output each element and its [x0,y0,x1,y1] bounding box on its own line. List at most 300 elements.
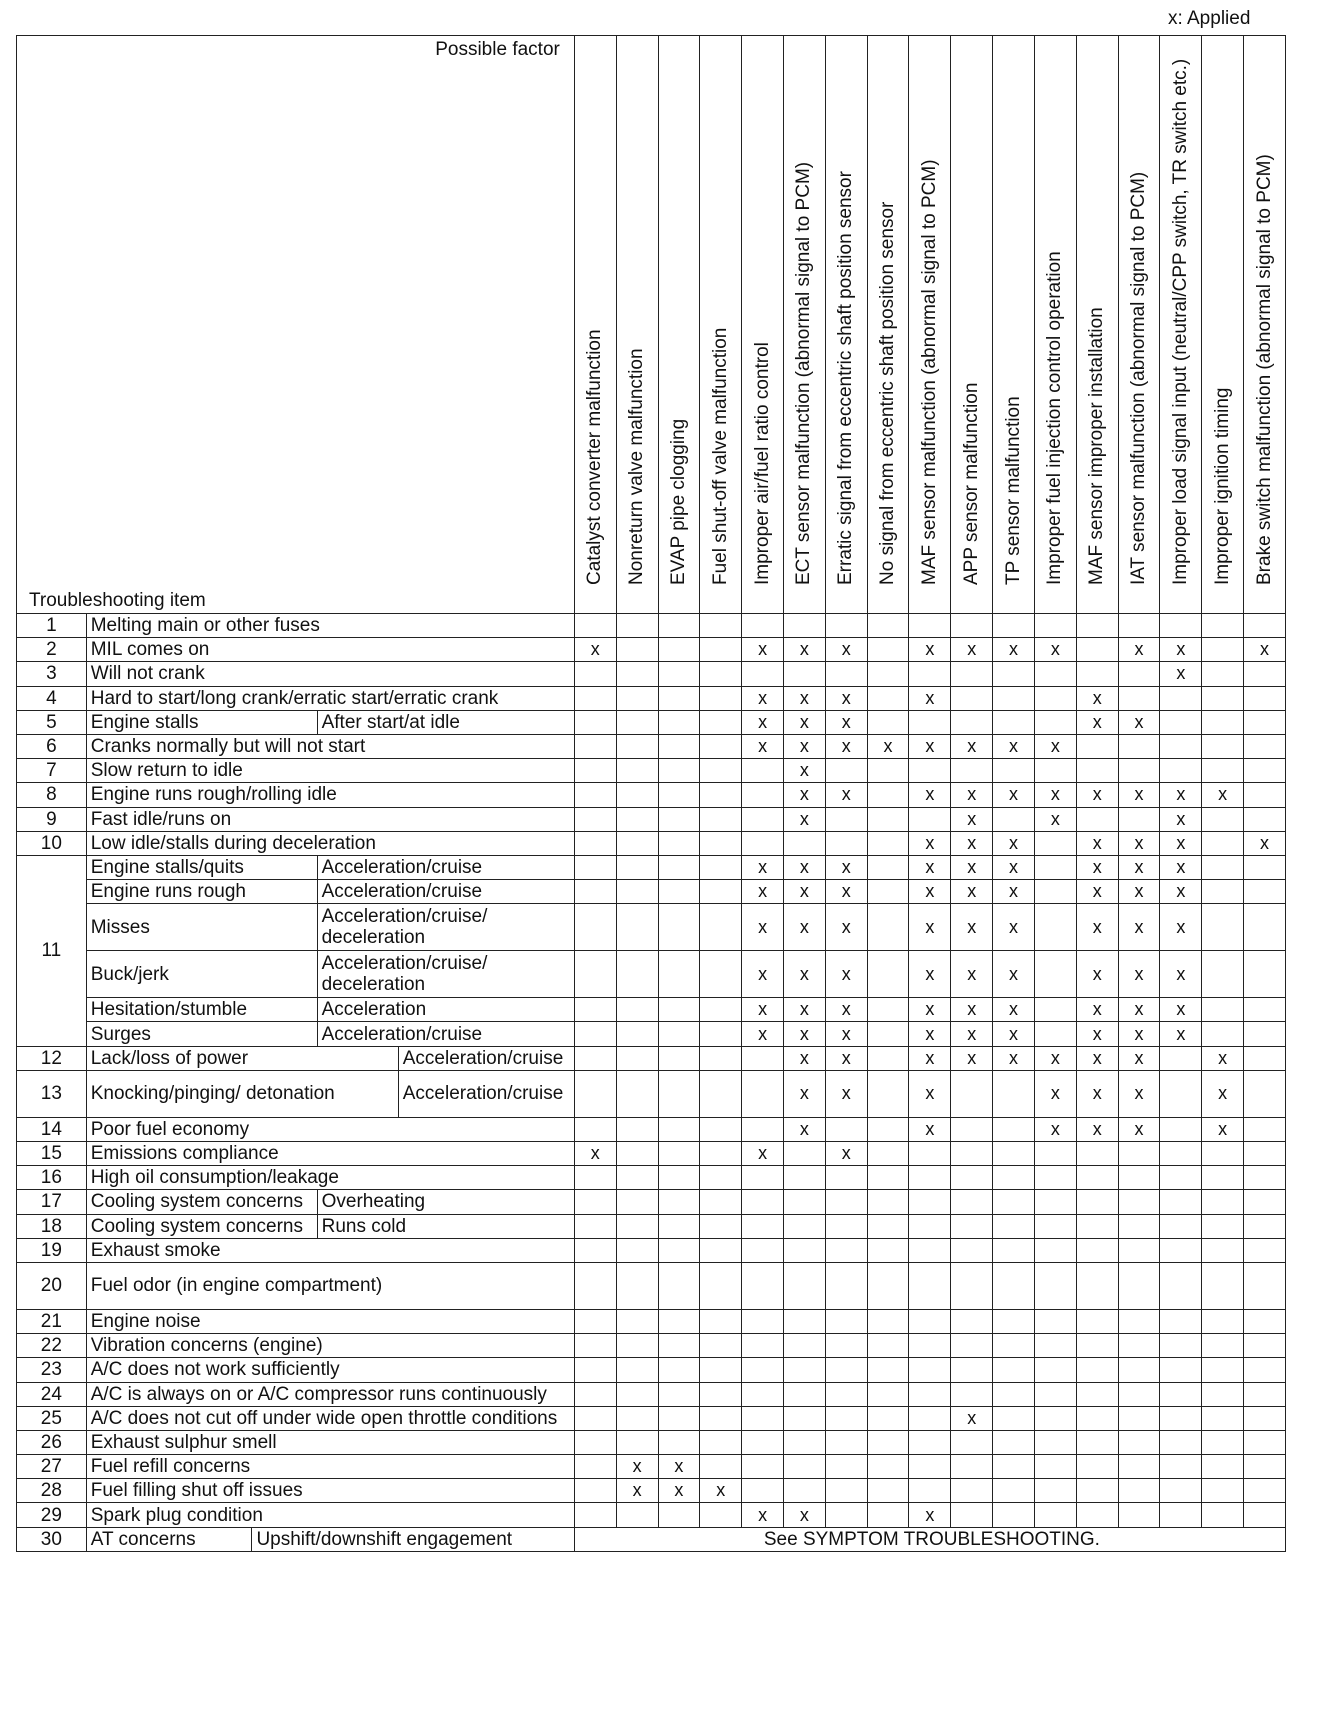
factor-cell [1034,710,1076,734]
factor-cell [783,638,825,662]
applied-mark: x [799,760,809,781]
applied-mark: x [1009,963,1019,984]
applied-mark: x [1009,736,1019,757]
factor-cell [867,1117,909,1141]
factor-cell [783,1070,825,1117]
factor-cell [574,1166,616,1190]
factor-cell [993,734,1035,758]
factor-cell [867,710,909,734]
factor-cell [1118,951,1160,998]
factor-cell [1034,734,1076,758]
applied-mark: x [1092,1023,1102,1044]
factor-cell [700,1238,742,1262]
factor-cell [783,783,825,807]
factor-cell [616,662,658,686]
factor-cell [658,1117,700,1141]
factor-cell [1118,904,1160,951]
factor-cell [700,880,742,904]
factor-cell [783,1190,825,1214]
factor-cell [825,1070,867,1117]
factor-cell [616,1455,658,1479]
factor-label: APP sensor malfunction [960,382,982,585]
applied-mark: x [925,963,935,984]
factor-cell [1118,1022,1160,1046]
factor-cell [1118,614,1160,638]
factor-cell [951,1214,993,1238]
applied-mark: x [925,1023,935,1044]
factor-cell [951,1238,993,1262]
factor-cell [742,1479,784,1503]
table-row [17,904,1286,951]
applied-mark: x [841,1083,851,1104]
factor-cell [909,614,951,638]
table-row [17,1142,1286,1166]
factor-cell [1244,1070,1286,1117]
applied-mark: x [758,881,768,902]
factor-header-9 [909,36,951,614]
table-row [17,951,1286,998]
factor-cell [993,951,1035,998]
factor-cell [1244,1430,1286,1454]
factor-cell [993,710,1035,734]
factor-cell [1118,1070,1160,1117]
factor-header-1 [574,36,616,614]
factor-cell [867,1382,909,1406]
factor-cell [867,1503,909,1527]
factor-cell [1034,1262,1076,1309]
factor-cell [825,686,867,710]
factor-cell [909,1455,951,1479]
factor-cell [658,998,700,1022]
factor-cell [909,1382,951,1406]
row-number: 7 [17,759,87,783]
factor-cell [616,951,658,998]
factor-cell [1034,880,1076,904]
factor-cell [1244,880,1286,904]
factor-cell [1034,831,1076,855]
trouble-item: Will not crank [86,662,574,686]
factor-cell [993,904,1035,951]
factor-cell [1160,807,1202,831]
factor-cell [700,783,742,807]
factor-cell [1034,614,1076,638]
factor-cell [1202,831,1244,855]
factor-cell [951,1142,993,1166]
factor-cell [574,662,616,686]
factor-cell [1118,1455,1160,1479]
factor-label: No signal from eccentric shaft position sensor [877,201,899,585]
applied-mark: x [1176,639,1186,660]
factor-label: TP sensor malfunction [1002,396,1024,585]
applied-mark: x [799,916,809,937]
factor-cell [867,951,909,998]
factor-cell [1118,998,1160,1022]
trouble-item: Knocking/pinging/ detonation [86,1070,398,1117]
factor-cell [867,1166,909,1190]
factor-cell [574,1022,616,1046]
factor-cell [658,1262,700,1309]
factor-cell [742,1166,784,1190]
table-row [17,1455,1286,1479]
trouble-condition: Acceleration/cruise/ deceleration [317,904,574,951]
factor-cell [783,759,825,783]
factor-cell [909,1479,951,1503]
factor-cell [783,904,825,951]
row-number: 22 [17,1334,87,1358]
factor-label: Erratic signal from eccentric shaft position sensor [835,171,857,585]
troubleshooting-table [16,35,1286,1552]
factor-cell [700,1334,742,1358]
trouble-condition: Overheating [317,1190,574,1214]
factor-cell [658,904,700,951]
factor-cell [825,1430,867,1454]
factor-cell [951,662,993,686]
factor-cell [658,1382,700,1406]
factor-cell [1202,1022,1244,1046]
table-row [17,710,1286,734]
applied-mark: x [925,856,935,877]
factor-cell [1160,710,1202,734]
factor-cell [951,1022,993,1046]
row-number: 5 [17,710,87,734]
applied-mark: x [967,999,977,1020]
factor-cell [742,831,784,855]
row-number: 16 [17,1166,87,1190]
factor-cell [742,1334,784,1358]
factor-cell [867,662,909,686]
factor-cell [1118,1166,1160,1190]
factor-cell [825,807,867,831]
factor-cell [700,1406,742,1430]
row-number: 9 [17,807,87,831]
factor-cell [658,1358,700,1382]
factor-cell [658,1309,700,1333]
factor-cell [700,1142,742,1166]
applied-mark: x [841,881,851,902]
factor-cell [658,710,700,734]
factor-cell [951,831,993,855]
factor-cell [616,1117,658,1141]
applied-mark: x [674,1480,684,1501]
factor-cell [1244,734,1286,758]
applied-mark: x [758,999,768,1020]
applied-mark: x [841,963,851,984]
factor-cell [658,1430,700,1454]
factor-cell [825,855,867,879]
factor-cell [742,1430,784,1454]
factor-cell [867,614,909,638]
table-row [17,1309,1286,1333]
factor-cell [783,1358,825,1382]
factor-cell [1160,1455,1202,1479]
factor-cell [909,734,951,758]
factor-cell [1160,759,1202,783]
factor-cell [1076,1214,1118,1238]
factor-cell [574,759,616,783]
factor-header-11 [993,36,1035,614]
factor-cell [867,1142,909,1166]
factor-cell [825,1022,867,1046]
factor-cell [616,1309,658,1333]
factor-cell [867,807,909,831]
factor-cell [1034,1334,1076,1358]
factor-cell [700,1479,742,1503]
trouble-item: Lack/loss of power [86,1046,398,1070]
factor-cell [1118,662,1160,686]
factor-cell [1076,807,1118,831]
factor-cell [700,1214,742,1238]
applied-mark: x [758,963,768,984]
trouble-item: Cooling system concerns [86,1190,317,1214]
trouble-condition: Acceleration/cruise/ deceleration [317,951,574,998]
factor-cell [909,1166,951,1190]
factor-cell [909,1238,951,1262]
factor-cell [658,951,700,998]
factor-cell [993,1503,1035,1527]
factor-cell [1160,662,1202,686]
factor-cell [1118,1479,1160,1503]
factor-cell [993,1358,1035,1382]
factor-cell [825,1503,867,1527]
trouble-item: Buck/jerk [86,951,317,998]
factor-cell [1202,710,1244,734]
factor-cell [1118,1358,1160,1382]
applied-mark: x [1092,1118,1102,1139]
factor-cell [825,638,867,662]
row-number: 20 [17,1262,87,1309]
factor-cell [1160,614,1202,638]
applied-mark: x [1176,881,1186,902]
trouble-item: Fast idle/runs on [86,807,574,831]
factor-cell [993,1166,1035,1190]
factor-cell [783,807,825,831]
factor-cell [1244,998,1286,1022]
factor-cell [993,1334,1035,1358]
factor-cell [951,614,993,638]
factor-cell [1034,662,1076,686]
factor-cell [1202,686,1244,710]
factor-cell [574,686,616,710]
factor-cell [742,686,784,710]
applied-mark: x [925,1118,935,1139]
applied-mark: x [925,881,935,902]
factor-label: IAT sensor malfunction (abnormal signal to PCM) [1128,171,1150,585]
factor-cell [742,1022,784,1046]
applied-mark: x [1134,1047,1144,1068]
table-row [17,1479,1286,1503]
factor-cell [1160,1406,1202,1430]
factor-cell [700,1117,742,1141]
factor-cell [1202,998,1244,1022]
factor-cell [574,831,616,855]
factor-cell [1076,662,1118,686]
applied-mark: x [799,639,809,660]
table-row [17,831,1286,855]
factor-cell [951,1503,993,1527]
factor-cell [658,638,700,662]
factor-cell [1160,1309,1202,1333]
factor-header-10 [951,36,993,614]
factor-cell [993,1455,1035,1479]
factor-cell [700,686,742,710]
factor-cell [909,1406,951,1430]
applied-mark: x [841,687,851,708]
factor-cell [700,710,742,734]
factor-cell [951,1309,993,1333]
factor-cell [1244,1503,1286,1527]
factor-cell [867,831,909,855]
factor-cell [1202,1382,1244,1406]
factor-cell [1034,1166,1076,1190]
factor-cell [1160,1022,1202,1046]
row-number: 18 [17,1214,87,1238]
factor-cell [993,783,1035,807]
factor-cell [616,831,658,855]
factor-cell [909,662,951,686]
factor-cell [658,783,700,807]
factor-cell [1034,1190,1076,1214]
factor-cell [1076,831,1118,855]
factor-cell [574,734,616,758]
factor-cell [993,1479,1035,1503]
factor-cell [742,1190,784,1214]
factor-cell [742,1309,784,1333]
factor-cell [1118,1262,1160,1309]
factor-cell [700,951,742,998]
applied-mark: x [1134,999,1144,1020]
applied-mark: x [967,736,977,757]
applied-mark: x [716,1480,726,1501]
factor-cell [658,1455,700,1479]
applied-mark: x [967,881,977,902]
factor-cell [1244,1117,1286,1141]
trouble-item: Low idle/stalls during deceleration [86,831,574,855]
factor-cell [742,807,784,831]
table-row [17,1430,1286,1454]
applied-mark: x [967,784,977,805]
factor-cell [783,1334,825,1358]
legend-applied: x: Applied [1168,8,1251,29]
see-symptom-note: See SYMPTOM TROUBLESHOOTING. [574,1527,1285,1551]
factor-cell [1160,686,1202,710]
factor-cell [1202,734,1244,758]
applied-mark: x [925,999,935,1020]
factor-cell [574,1262,616,1309]
factor-cell [1034,638,1076,662]
factor-cell [993,855,1035,879]
table-row [17,855,1286,879]
factor-cell [574,1358,616,1382]
factor-cell [783,1262,825,1309]
factor-cell [993,1117,1035,1141]
factor-cell [574,1503,616,1527]
factor-header-12 [1034,36,1076,614]
table-row [17,638,1286,662]
applied-mark: x [841,1143,851,1164]
factor-cell [1076,1238,1118,1262]
trouble-item: Cranks normally but will not start [86,734,574,758]
trouble-condition: Acceleration/cruise [398,1070,574,1117]
factor-cell [951,1358,993,1382]
row-number: 6 [17,734,87,758]
factor-cell [1160,1382,1202,1406]
table-row [17,662,1286,686]
factor-cell [951,783,993,807]
factor-cell [742,855,784,879]
factor-cell [951,1166,993,1190]
factor-cell [867,1406,909,1430]
applied-mark: x [1009,999,1019,1020]
factor-cell [1244,1358,1286,1382]
applied-mark: x [1176,999,1186,1020]
factor-cell [574,880,616,904]
factor-cell [1034,1455,1076,1479]
factor-cell [700,1070,742,1117]
factor-cell [658,1503,700,1527]
factor-label: Improper ignition timing [1211,387,1233,585]
factor-cell [658,734,700,758]
table-row [17,1262,1286,1309]
factor-cell [783,1309,825,1333]
factor-cell [1160,1117,1202,1141]
factor-cell [1118,1214,1160,1238]
factor-header-5 [742,36,784,614]
factor-cell [909,686,951,710]
factor-cell [1076,1142,1118,1166]
factor-cell [742,1214,784,1238]
factor-cell [1160,1358,1202,1382]
applied-mark: x [841,916,851,937]
factor-cell [742,1382,784,1406]
factor-cell [1202,880,1244,904]
factor-cell [658,831,700,855]
applied-mark: x [758,711,768,732]
applied-mark: x [799,1504,809,1525]
factor-cell [1118,1334,1160,1358]
factor-cell [825,734,867,758]
factor-cell [825,1142,867,1166]
factor-cell [1244,1238,1286,1262]
factor-cell [574,1046,616,1070]
factor-cell [825,1479,867,1503]
factor-cell [616,1142,658,1166]
factor-cell [951,1455,993,1479]
factor-cell [1160,638,1202,662]
factor-cell [825,662,867,686]
factor-cell [993,662,1035,686]
factor-cell [783,1214,825,1238]
factor-cell [1076,951,1118,998]
factor-cell [1160,1142,1202,1166]
applied-mark: x [758,856,768,877]
factor-cell [1076,1503,1118,1527]
factor-cell [1076,614,1118,638]
factor-cell [867,734,909,758]
factor-cell [1160,1430,1202,1454]
applied-mark: x [632,1456,642,1477]
factor-cell [1202,1142,1244,1166]
factor-cell [909,1358,951,1382]
factor-cell [825,1309,867,1333]
factor-cell [700,807,742,831]
factor-cell [783,1455,825,1479]
factor-cell [951,1334,993,1358]
factor-cell [742,638,784,662]
applied-mark: x [758,916,768,937]
factor-cell [867,1430,909,1454]
factor-cell [867,638,909,662]
factor-cell [574,855,616,879]
